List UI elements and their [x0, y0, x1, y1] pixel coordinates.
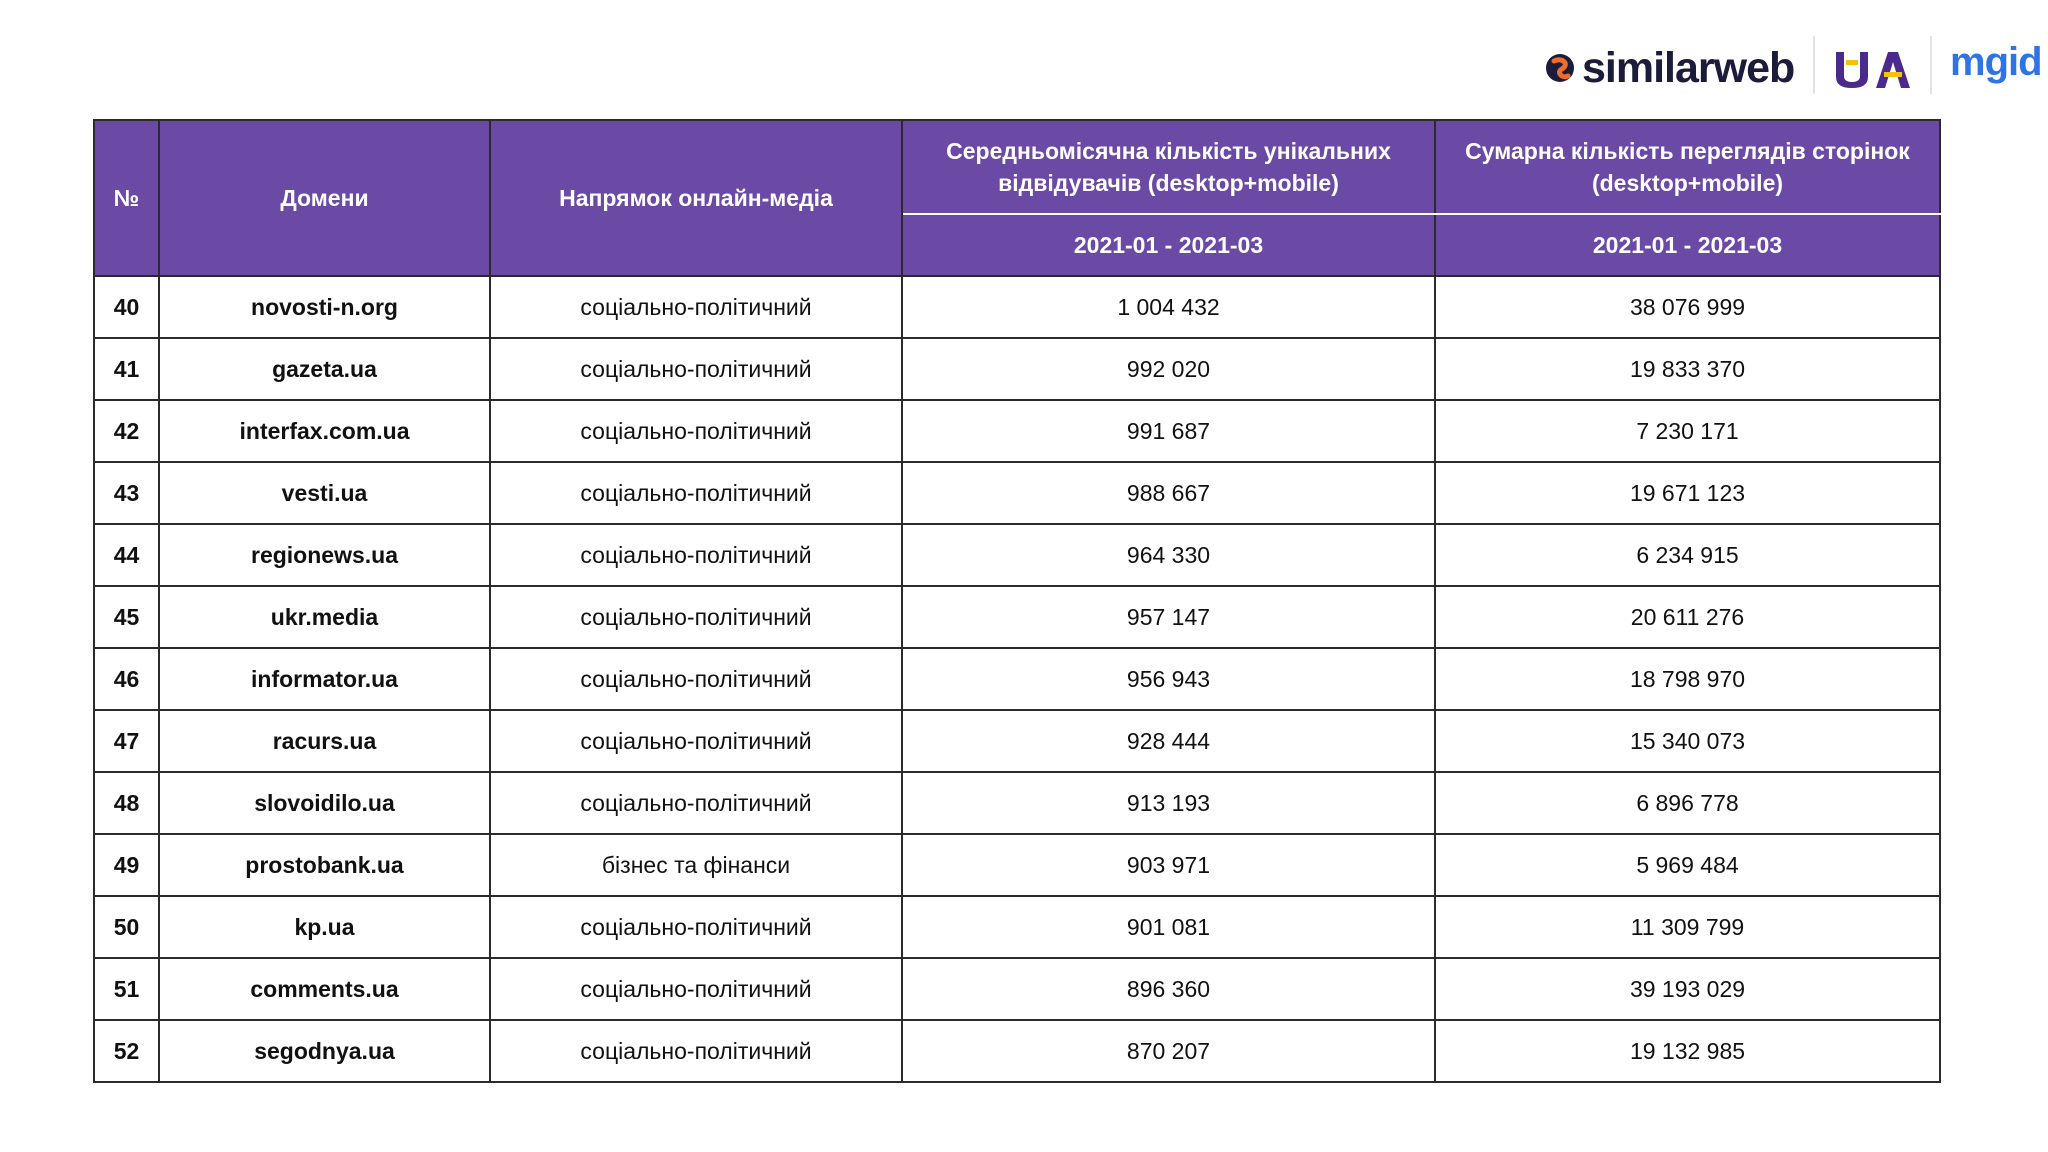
table-row: [94, 524, 1940, 586]
cell-direction: соціально-політичний: [490, 400, 902, 462]
cell-direction: соціально-політичний: [490, 896, 902, 958]
cell-pageviews: 38 076 999: [1435, 276, 1940, 338]
cell-pageviews: 11 309 799: [1435, 896, 1940, 958]
cell-visitors: 903 971: [902, 834, 1435, 896]
header-visitors: Середньомісячна кількість унікальних відвідувачів (desktop+mobile): [902, 120, 1435, 214]
cell-visitors: 964 330: [902, 524, 1435, 586]
cell-pageviews: 5 969 484: [1435, 834, 1940, 896]
cell-pageviews: 15 340 073: [1435, 710, 1940, 772]
cell-direction: соціально-політичний: [490, 958, 902, 1020]
ua-icon: [1830, 42, 1916, 90]
cell-visitors: 988 667: [902, 462, 1435, 524]
table-row: [94, 710, 1940, 772]
cell-number: 42: [94, 400, 159, 462]
cell-pageviews: 19 833 370: [1435, 338, 1940, 400]
cell-domain: regionews.ua: [159, 524, 490, 586]
cell-number: 46: [94, 648, 159, 710]
table-row: [94, 586, 1940, 648]
similarweb-wordmark: similarweb: [1582, 44, 1795, 92]
cell-direction: соціально-політичний: [490, 338, 902, 400]
cell-direction: соціально-політичний: [490, 1020, 902, 1082]
table-row: [94, 338, 1940, 400]
table-row: [94, 276, 1940, 338]
cell-number: 44: [94, 524, 159, 586]
cell-number: 47: [94, 710, 159, 772]
header-pageviews: Сумарна кількість переглядів сторінок (desktop+mobile): [1435, 120, 1940, 214]
cell-direction: соціально-політичний: [490, 276, 902, 338]
cell-number: 49: [94, 834, 159, 896]
cell-direction: соціально-політичний: [490, 524, 902, 586]
header-number: №: [94, 120, 159, 276]
header-direction: Напрямок онлайн-медіа: [490, 120, 902, 276]
cell-direction: соціально-політичний: [490, 648, 902, 710]
header-domain: Домени: [159, 120, 490, 276]
cell-visitors: 956 943: [902, 648, 1435, 710]
header-visitors-period: 2021-01 - 2021-03: [902, 214, 1435, 276]
cell-domain: kp.ua: [159, 896, 490, 958]
cell-number: 48: [94, 772, 159, 834]
cell-domain: interfax.com.ua: [159, 400, 490, 462]
logo-divider: [1930, 36, 1932, 94]
cell-pageviews: 6 896 778: [1435, 772, 1940, 834]
cell-pageviews: 6 234 915: [1435, 524, 1940, 586]
cell-visitors: 896 360: [902, 958, 1435, 1020]
table-row: [94, 958, 1940, 1020]
similarweb-icon: [1544, 52, 1576, 84]
table-row: [94, 400, 1940, 462]
cell-direction: соціально-політичний: [490, 710, 902, 772]
cell-domain: racurs.ua: [159, 710, 490, 772]
cell-domain: gazeta.ua: [159, 338, 490, 400]
cell-domain: slovoidilo.ua: [159, 772, 490, 834]
cell-direction: бізнес та фінанси: [490, 834, 902, 896]
table-body: [94, 276, 1940, 1082]
cell-visitors: 913 193: [902, 772, 1435, 834]
media-ranking-table: [93, 119, 1941, 1083]
cell-visitors: 957 147: [902, 586, 1435, 648]
table-row: [94, 772, 1940, 834]
cell-number: 51: [94, 958, 159, 1020]
cell-number: 41: [94, 338, 159, 400]
cell-visitors: 928 444: [902, 710, 1435, 772]
cell-pageviews: 18 798 970: [1435, 648, 1940, 710]
cell-visitors: 991 687: [902, 400, 1435, 462]
cell-visitors: 901 081: [902, 896, 1435, 958]
cell-number: 45: [94, 586, 159, 648]
cell-visitors: 992 020: [902, 338, 1435, 400]
table-row: [94, 462, 1940, 524]
cell-domain: comments.ua: [159, 958, 490, 1020]
table-row: [94, 648, 1940, 710]
table-row: [94, 896, 1940, 958]
cell-visitors: 1 004 432: [902, 276, 1435, 338]
mgid-wordmark: mgid: [1950, 40, 2042, 84]
cell-pageviews: 39 193 029: [1435, 958, 1940, 1020]
cell-direction: соціально-політичний: [490, 462, 902, 524]
cell-visitors: 870 207: [902, 1020, 1435, 1082]
cell-domain: vesti.ua: [159, 462, 490, 524]
cell-pageviews: 7 230 171: [1435, 400, 1940, 462]
cell-direction: соціально-політичний: [490, 772, 902, 834]
cell-number: 50: [94, 896, 159, 958]
cell-number: 52: [94, 1020, 159, 1082]
cell-domain: novosti-n.org: [159, 276, 490, 338]
table-row: [94, 834, 1940, 896]
cell-number: 43: [94, 462, 159, 524]
cell-pageviews: 20 611 276: [1435, 586, 1940, 648]
cell-domain: segodnya.ua: [159, 1020, 490, 1082]
partner-logos: [1530, 34, 2048, 98]
cell-pageviews: 19 671 123: [1435, 462, 1940, 524]
cell-domain: prostobank.ua: [159, 834, 490, 896]
cell-number: 40: [94, 276, 159, 338]
cell-direction: соціально-політичний: [490, 586, 902, 648]
table-row: [94, 1020, 1940, 1082]
cell-pageviews: 19 132 985: [1435, 1020, 1940, 1082]
header-pageviews-period: 2021-01 - 2021-03: [1435, 214, 1940, 276]
table-header-row: [94, 120, 1940, 214]
cell-domain: ukr.media: [159, 586, 490, 648]
logo-divider: [1813, 36, 1815, 94]
cell-domain: informator.ua: [159, 648, 490, 710]
